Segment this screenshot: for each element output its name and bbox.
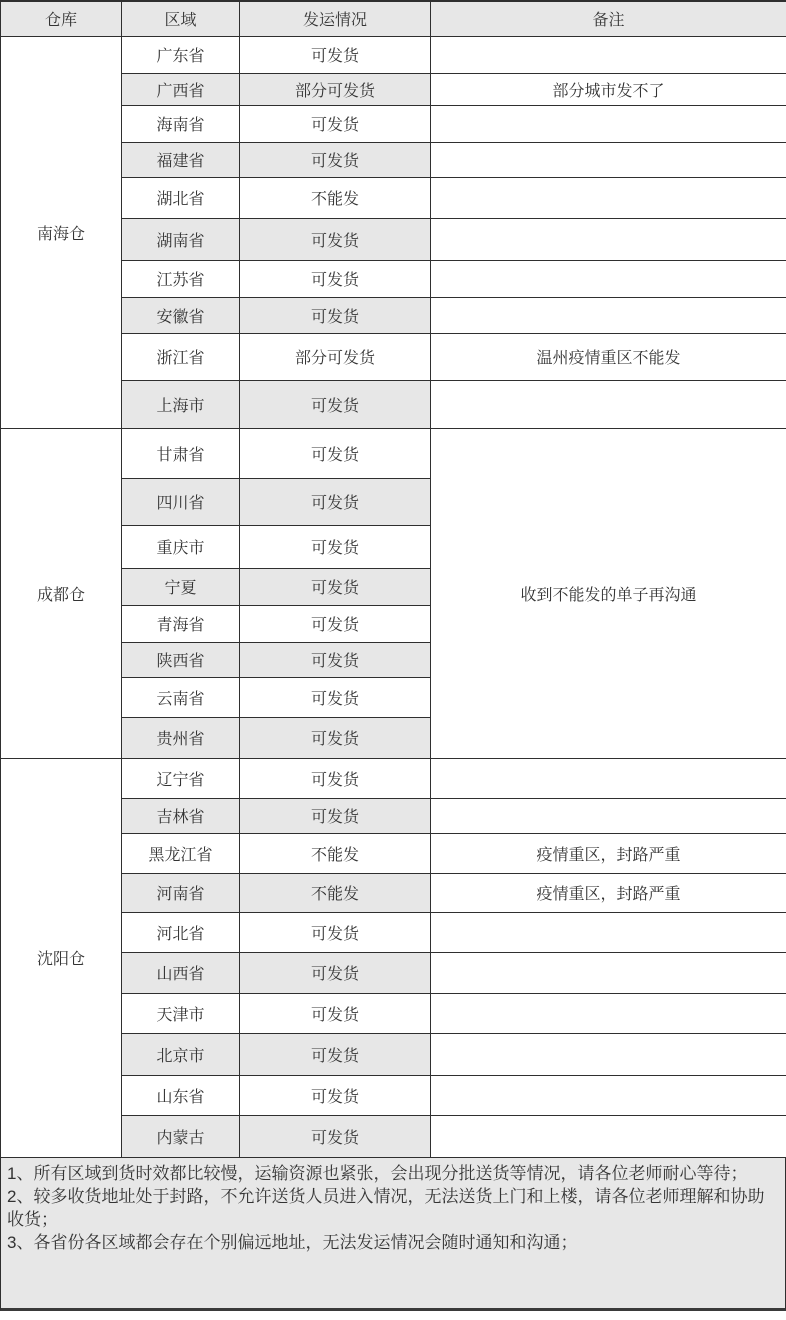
region-cell: 天津市 [122,993,240,1033]
table-row [1,428,786,478]
region-cell: 海南省 [122,105,240,142]
status-cell: 不能发 [240,873,431,912]
header-warehouse: 仓库 [1,1,122,36]
status-cell: 可发货 [240,36,431,73]
status-cell: 可发货 [240,1115,431,1157]
status-cell: 可发货 [240,952,431,993]
status-cell: 可发货 [240,260,431,297]
region-cell: 甘肃省 [122,428,240,478]
status-cell: 可发货 [240,993,431,1033]
remark-cell [431,380,786,428]
footer-notes [0,1158,786,1311]
region-cell: 青海省 [122,605,240,642]
status-cell: 可发货 [240,1075,431,1115]
table-row [1,758,786,798]
remark-cell [431,993,786,1033]
status-cell: 可发货 [240,798,431,833]
remark-cell [431,105,786,142]
remark-cell [431,297,786,333]
region-cell: 辽宁省 [122,758,240,798]
remark-cell [431,912,786,952]
status-cell: 不能发 [240,833,431,873]
remark-cell [431,798,786,833]
remark-cell [431,177,786,218]
remark-cell [431,36,786,73]
remark-cell [431,1075,786,1115]
remark-cell: 温州疫情重区不能发 [431,333,786,380]
note-line-1: 1、所有区域到货时效都比较慢，运输资源也紧张，会出现分批送货等情况，请各位老师耐心等待； [7,1163,748,1183]
merged-remark-cell: 收到不能发的单子再沟通 [431,428,786,758]
status-cell: 可发货 [240,677,431,717]
remark-cell [431,758,786,798]
warehouse-cell: 成都仓 [1,428,122,758]
warehouse-cell: 沈阳仓 [1,758,122,1157]
region-cell: 河南省 [122,873,240,912]
status-cell: 可发货 [240,218,431,260]
remark-cell: 疫情重区，封路严重 [431,873,786,912]
header-row [1,1,786,36]
region-cell: 广东省 [122,36,240,73]
status-cell: 可发货 [240,912,431,952]
status-cell: 可发货 [240,142,431,177]
header-remark: 备注 [431,1,786,36]
region-cell: 安徽省 [122,297,240,333]
region-cell: 云南省 [122,677,240,717]
region-cell: 河北省 [122,912,240,952]
region-cell: 广西省 [122,73,240,105]
region-cell: 湖北省 [122,177,240,218]
status-cell: 可发货 [240,1033,431,1075]
table-row [1,36,786,73]
status-cell: 可发货 [240,642,431,677]
region-cell: 山西省 [122,952,240,993]
status-cell: 可发货 [240,605,431,642]
status-cell: 可发货 [240,758,431,798]
status-cell: 可发货 [240,717,431,758]
header-shipping-status: 发运情况 [240,1,431,36]
remark-cell [431,1033,786,1075]
remark-cell [431,218,786,260]
warehouse-cell: 南海仓 [1,36,122,428]
region-cell: 宁夏 [122,568,240,605]
remark-cell [431,952,786,993]
remark-cell [431,1115,786,1157]
region-cell: 四川省 [122,478,240,525]
note-line-2: 2、较多收货地址处于封路，不允许送货人员进入情况，无法送货上门和上楼，请各位老师理解和协助收货； [7,1186,765,1229]
status-cell: 可发货 [240,478,431,525]
region-cell: 湖南省 [122,218,240,260]
region-cell: 山东省 [122,1075,240,1115]
region-cell: 重庆市 [122,525,240,568]
status-cell: 部分可发货 [240,333,431,380]
remark-cell: 部分城市发不了 [431,73,786,105]
region-cell: 福建省 [122,142,240,177]
note-line-3: 3、各省份各区域都会存在个别偏远地址，无法发运情况会随时通知和沟通； [7,1232,578,1252]
status-cell: 可发货 [240,297,431,333]
status-cell: 可发货 [240,380,431,428]
remark-cell [431,260,786,297]
status-cell: 可发货 [240,428,431,478]
remark-cell: 疫情重区，封路严重 [431,833,786,873]
region-cell: 陕西省 [122,642,240,677]
remark-cell [431,142,786,177]
region-cell: 吉林省 [122,798,240,833]
region-cell: 内蒙古 [122,1115,240,1157]
region-cell: 贵州省 [122,717,240,758]
status-cell: 可发货 [240,525,431,568]
region-cell: 上海市 [122,380,240,428]
region-cell: 江苏省 [122,260,240,297]
status-cell: 部分可发货 [240,73,431,105]
status-cell: 不能发 [240,177,431,218]
header-region: 区域 [122,1,240,36]
region-cell: 黑龙江省 [122,833,240,873]
status-cell: 可发货 [240,568,431,605]
region-cell: 北京市 [122,1033,240,1075]
region-cell: 浙江省 [122,333,240,380]
status-cell: 可发货 [240,105,431,142]
